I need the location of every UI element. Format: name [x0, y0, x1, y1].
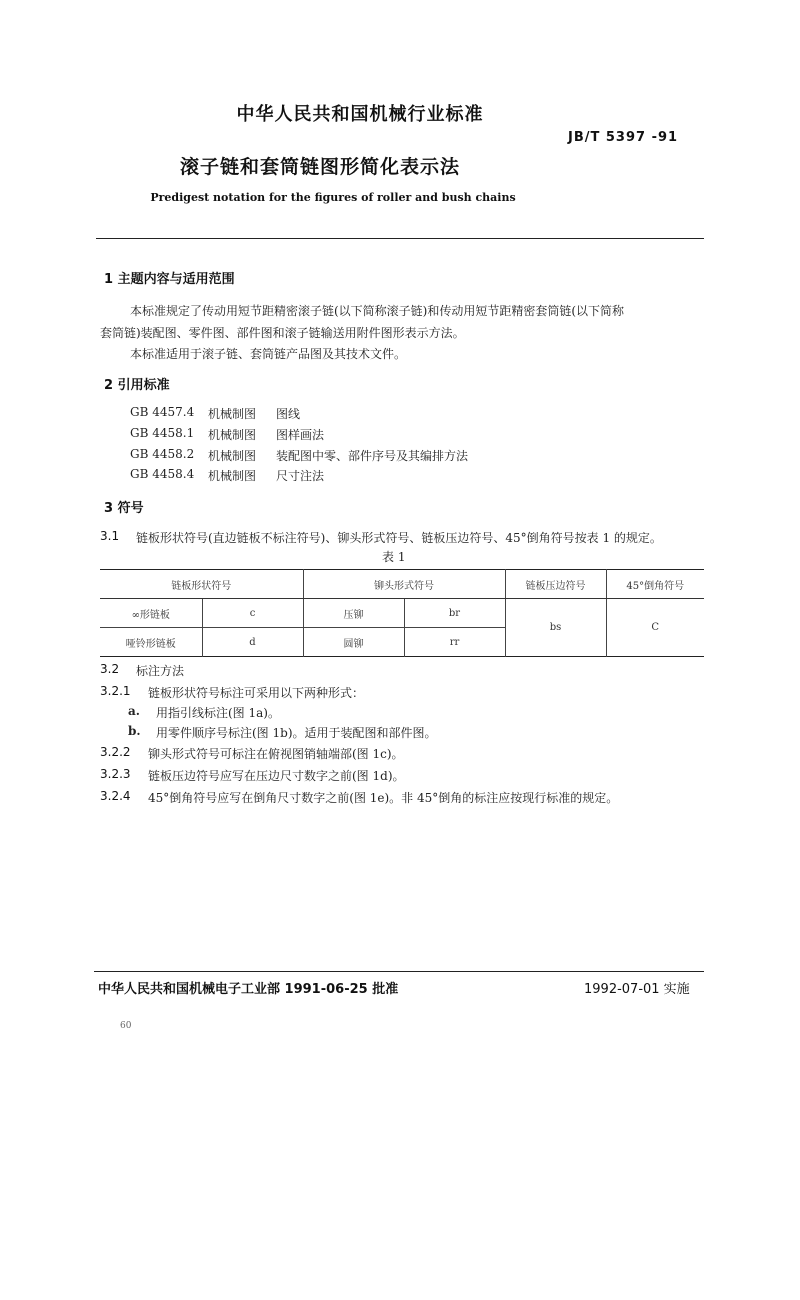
section-1-paragraph-1-line-2: 套筒链)装配图、零件图、部件图和滚子链输送用附件图形表示方法。: [100, 326, 465, 340]
table-cell: ∞形链板: [100, 599, 202, 628]
ref-name: 装配图中零、部件序号及其编排方法: [276, 449, 469, 463]
symbol-table: [100, 569, 704, 657]
clause-3-2-1-text: 链板形状符号标注可采用以下两种形式：: [148, 686, 365, 700]
table-cell-edge-press-symbol: bs: [505, 599, 606, 657]
section-1-paragraph-1-line-1: 本标准规定了传动用短节距精密滚子链(以下简称滚子链)和传动用短节距精密套筒链(以下简称: [130, 304, 625, 318]
table-cell: rr: [404, 628, 505, 657]
ref-name: 图样画法: [276, 428, 325, 442]
page-number: 60: [120, 1021, 132, 1031]
ref-code: GB 4458.1: [130, 426, 195, 440]
section-3-heading: 3 符号: [104, 501, 144, 516]
approval-statement: 中华人民共和国机械电子工业部 1991-06-25 批准: [98, 982, 399, 997]
clause-number: 3.2: [100, 662, 120, 676]
ref-code: GB 4458.2: [130, 447, 195, 461]
document-title: 滚子链和套筒链图形简化表示法: [179, 156, 460, 178]
clause-3-2-4-text: 45°倒角符号应写在倒角尺寸数字之前(图 1e)。非 45°倒角的标注应按现行标准的规定。: [148, 791, 619, 805]
table-cell: br: [404, 599, 505, 628]
list-label-b: b.: [128, 724, 141, 738]
ref-name: 图线: [276, 407, 301, 421]
table-cell: 压铆: [303, 599, 404, 628]
issuing-organization: 中华人民共和国机械行业标准: [236, 104, 484, 125]
clause-number: 3.2.4: [100, 789, 131, 803]
table-cell: 哑铃形链板: [100, 628, 202, 657]
clause-number: 3.2.2: [100, 745, 131, 759]
table-cell: 圆铆: [303, 628, 404, 657]
ref-name: 尺寸注法: [276, 469, 325, 483]
header-rule: [96, 238, 704, 239]
clause-3-2-3-text: 链板压边符号应写在压边尺寸数字之前(图 1d)。: [148, 769, 405, 783]
ref-code: GB 4458.4: [130, 467, 195, 481]
table-caption: 表 1: [382, 550, 406, 564]
list-label-a: a.: [128, 704, 140, 718]
table-header-rivet-form: 铆头形式符号: [303, 570, 505, 599]
ref-category: 机械制图: [208, 469, 257, 483]
clause-number: 3.2.1: [100, 684, 131, 698]
document-title-english: Predigest notation for the figures of roller and bush chains: [150, 191, 516, 204]
ref-code: GB 4457.4: [130, 405, 195, 419]
implementation-date: 1992-07-01 实施: [584, 982, 690, 997]
table-header-plate-shape: 链板形状符号: [100, 570, 303, 599]
table-cell: d: [202, 628, 303, 657]
standard-number: JB/T 5397 -91: [568, 130, 679, 145]
ref-category: 机械制图: [208, 449, 257, 463]
section-2-heading: 2 引用标准: [104, 378, 170, 393]
footer-rule: [94, 971, 704, 972]
clause-3-2-2-text: 铆头形式符号可标注在俯视图销轴端部(图 1c)。: [148, 747, 404, 761]
clause-number: 3.2.3: [100, 767, 131, 781]
table-cell: c: [202, 599, 303, 628]
table-header-chamfer: 45°倒角符号: [606, 570, 704, 599]
clause-number: 3.1: [100, 529, 120, 543]
table-cell-chamfer-symbol: C: [651, 622, 660, 633]
clause-3-2-text: 标注方法: [136, 664, 185, 678]
list-item-a: 用指引线标注(图 1a)。: [156, 706, 280, 720]
section-1-heading: 1 主题内容与适用范围: [104, 272, 235, 287]
section-1-paragraph-2: 本标准适用于滚子链、套筒链产品图及其技术文件。: [130, 347, 407, 361]
list-item-b: 用零件顺序号标注(图 1b)。适用于装配图和部件图。: [156, 726, 437, 740]
table-header-edge-press: 链板压边符号: [505, 570, 606, 599]
clause-3-1-text: 链板形状符号(直边链板不标注符号)、铆头形式符号、链板压边符号、45°倒角符号按表 1 的规定。: [136, 531, 662, 545]
ref-category: 机械制图: [208, 407, 257, 421]
ref-category: 机械制图: [208, 428, 257, 442]
